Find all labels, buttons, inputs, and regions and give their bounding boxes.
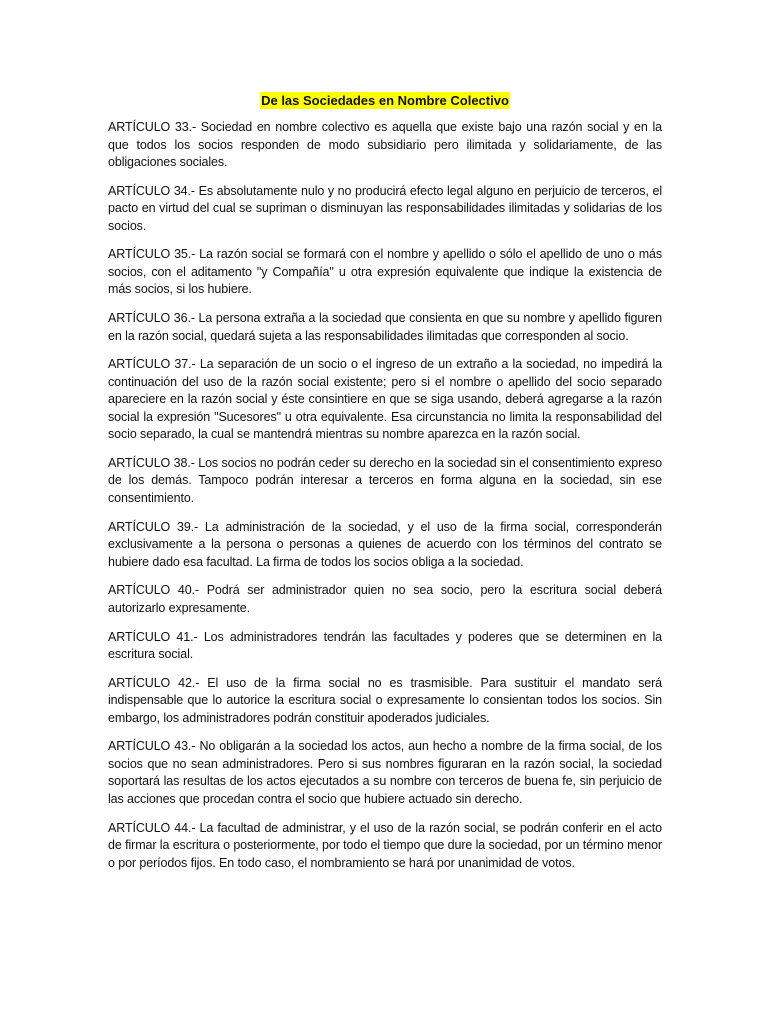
article-paragraph bbox=[108, 675, 662, 728]
article-paragraph bbox=[108, 455, 662, 508]
article-label: ARTÍCULO 35.- bbox=[108, 247, 196, 262]
article-paragraph bbox=[108, 183, 662, 236]
article-text: Podrá ser administrador quien no sea socio, pero la escritura social deberá autorizarlo expresamente. bbox=[108, 583, 662, 615]
article-paragraph bbox=[108, 310, 662, 345]
article-paragraph bbox=[108, 356, 662, 444]
article-label: ARTÍCULO 44.- bbox=[108, 820, 196, 835]
article-text: Los administradores tendrán las facultades y poderes que se determinen en la escritura social. bbox=[108, 629, 662, 661]
article-text: El uso de la firma social no es trasmisible. Para sustituir el mandato será indispensable que lo autorice la escritura social o expresamente lo consientan todos los socios. Sin embargo, los administradores podrán constituir apoderados judiciales. bbox=[108, 675, 662, 725]
article-label: ARTÍCULO 33.- bbox=[108, 120, 197, 134]
article-text: Sociedad en nombre colectivo es aquella que existe bajo una razón social y en la que todos los socios responden de modo subsidiario pero ilimitada y solidariamente, de las obligaciones sociales. bbox=[108, 120, 662, 169]
article-text: La persona extraña a la sociedad que consienta en que su nombre y apellido figuren en la razón social, quedará sujeta a las responsabilidades ilimitadas que corresponden al socio. bbox=[108, 311, 662, 343]
article-label: ARTÍCULO 38.- bbox=[108, 455, 195, 470]
title-wrap bbox=[108, 91, 662, 111]
article-text: La separación de un socio o el ingreso de un extraño a la sociedad, no impedirá la continuación del uso de la razón social existente; pero si el nombre o apellido del socio separado apareciere en la razón social y éste consintiere en que se siga usando, deberá agregarse a la razón social la expresión "Sucesores" u otra equivalente. Esa circunstancia no limita la responsabilidad del socio separado, la cual se mantendrá mientras su nombre aparezca en la razón social. bbox=[108, 357, 662, 442]
article-label: ARTÍCULO 39.- bbox=[108, 519, 199, 534]
article-label: ARTÍCULO 41.- bbox=[108, 629, 198, 644]
article-paragraph bbox=[108, 820, 662, 873]
article-paragraph bbox=[108, 738, 662, 808]
article-label: ARTÍCULO 43.- bbox=[108, 739, 196, 754]
article-label: ARTÍCULO 42.- bbox=[108, 675, 200, 690]
document-title: De las Sociedades en Nombre Colectivo bbox=[261, 93, 509, 108]
article-list bbox=[108, 119, 662, 872]
article-text: La razón social se formará con el nombre y apellido o sólo el apellido de uno o más socios, con el aditamento "y Compañía" u otra expresión equivalente que indique la existencia de más socios, si los hubiere. bbox=[108, 247, 663, 297]
article-paragraph bbox=[108, 629, 662, 664]
article-text: Es absolutamente nulo y no producirá efecto legal alguno en perjuicio de terceros, el pacto en virtud del cual se supriman o disminuyan las responsabilidades ilimitadas y solidarias de los socios. bbox=[108, 183, 662, 233]
article-paragraph bbox=[108, 119, 662, 172]
article-text: No obligarán a la sociedad los actos, aun hecho a nombre de la firma social, de los socios que no sean administradores. Pero si sus nombres figuraran en la razón social, la sociedad soportará las resultas de los actos ejecutados a su nombre con terceros de buena fe, sin perjuicio de las acciones que procedan contra el socio que hubiere actuado sin derecho. bbox=[108, 739, 662, 806]
article-paragraph bbox=[108, 582, 662, 617]
article-label: ARTÍCULO 40.- bbox=[108, 583, 199, 598]
article-label: ARTÍCULO 37.- bbox=[108, 357, 196, 372]
article-text: Los socios no podrán ceder su derecho en la sociedad sin el consentimiento expreso de los demás. Tampoco podrán interesar a terceros en forma alguna en la sociedad, sin ese consentimiento. bbox=[108, 455, 662, 505]
article-paragraph bbox=[108, 246, 662, 299]
article-label: ARTÍCULO 34.- bbox=[108, 183, 195, 198]
article-text: La facultad de administrar, y el uso de la razón social, se podrán conferir en el acto de firmar la escritura o posteriormente, por todo el tiempo que dure la sociedad, por un término menor o por períodos fijos. En todo caso, el nombramiento se hará por unanimidad de votos. bbox=[108, 820, 662, 870]
article-paragraph bbox=[108, 519, 662, 572]
article-label: ARTÍCULO 36.- bbox=[108, 311, 195, 326]
article-text: La administración de la sociedad, y el uso de la firma social, corresponderán exclusivamente a la persona o personas a quienes de acuerdo con los términos del contrato se hubiere dado esa facultad. La firma de todos los socios obliga a la sociedad. bbox=[108, 519, 662, 569]
